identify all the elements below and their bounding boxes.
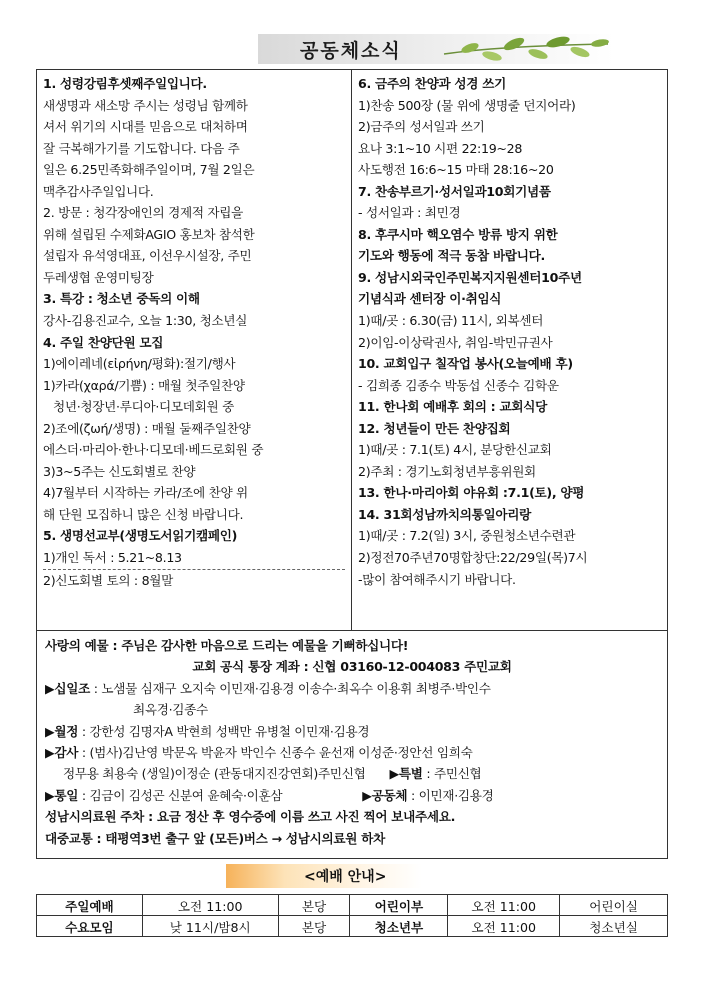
news-line: -많이 참여해주시기 바랍니다. (358, 571, 516, 587)
news-line: 11. 한나회 예배후 회의 : 교회식당 (358, 399, 547, 415)
news-line: 맥추감사주일입니다. (43, 183, 154, 199)
news-line: 해 단원 모집하니 많은 신청 바랍니다. (43, 506, 244, 522)
service-place: 본당 (278, 916, 350, 937)
parking-notice: 성남시의료원 주차 : 요금 정산 후 영수증에 이름 쓰고 사진 찍어 보내주세요. (45, 809, 456, 825)
news-line: - 성서일과 : 최민경 (358, 205, 461, 221)
news-line: 기념식과 센터장 이·취임식 (358, 291, 502, 307)
service-time: 오전 11:00 (448, 895, 560, 916)
service-guide-header (226, 864, 422, 888)
monthly-names: : 강한성 김명자A 박현희 성백만 유병철 이민재·김용경 (78, 723, 370, 739)
news-line: 2)이임-이상락권사, 취임-박민규권사 (358, 334, 553, 350)
monthly-line (45, 721, 659, 742)
news-line: 5. 생명선교부(생명도서읽기캠페인) (43, 528, 238, 544)
service-time: 오전 11:00 (448, 916, 560, 937)
service-time: 오전 11:00 (142, 895, 278, 916)
service-place: 어린이실 (560, 895, 668, 916)
news-box (36, 69, 668, 631)
news-line: 14. 31회성남까치의통일아리랑 (358, 506, 531, 522)
news-line: 8. 후쿠시마 핵오염수 방류 방지 위한 (358, 226, 558, 242)
tithe-names: : 노샘물 심재구 오지숙 이민재·김용경 이송수·최옥수 이용휘 최병주·박인수 (89, 680, 491, 696)
news-line: - 김희종 김종수 박동섭 신종수 김학운 (358, 377, 559, 393)
special-label: ▶특별 (389, 766, 423, 782)
transit-notice: 대중교통 : 태평역3번 출구 앞 (모든)버스 → 성남시의료원 하차 (45, 830, 385, 846)
news-line: 에스더·마리아·한나·디모데·베드로회원 중 (43, 442, 264, 458)
news-line: 1)때/곳 : 7.2(일) 3시, 중원청소년수련관 (358, 528, 576, 544)
thanks-special-line (45, 763, 659, 784)
news-line: 1)찬송 500장 (물 위에 생명줄 던지어라) (358, 97, 576, 113)
service-place: 본당 (278, 895, 350, 916)
news-line: 1)에이레네(εἰρήνη/평화):절기/행사 (43, 356, 236, 372)
news-line: 3)3~5주는 신도회별로 찬양 (43, 463, 196, 479)
news-line: 새생명과 새소망 주시는 성령님 함께하 (43, 97, 248, 113)
community-names: : 이민재·김용경 (407, 787, 494, 803)
news-line: 7. 찬송부르기·성서일과10회기념품 (358, 183, 551, 199)
news-line: 2)금주의 성서일과 쓰기 (358, 119, 485, 135)
service-guide-title: <예배 안내> (304, 869, 387, 885)
table-row (37, 895, 668, 916)
news-line: 두레생협 운영미팅장 (43, 269, 154, 285)
service-name: 어린이부 (350, 895, 448, 916)
news-line: 강사-김용진교수, 오늘 1:30, 청소년실 (43, 313, 248, 329)
news-line: 6. 금주의 찬양과 성경 쓰기 (358, 76, 506, 91)
tithe-names-cont: 최옥경·김종수 (133, 702, 208, 718)
news-line: 2)조에(ζωή/생명) : 매월 둘째주일찬양 (43, 420, 251, 436)
service-place: 청소년실 (560, 916, 668, 937)
thanks-names: : (범사)김난영 박문옥 박윤자 박인수 신종수 윤선재 이성준·정안선 임희숙 (78, 744, 473, 760)
service-name: 청소년부 (350, 916, 448, 937)
news-line: 1. 성령강림후셋째주일입니다. (43, 76, 207, 91)
service-time: 낮 11시/밤8시 (142, 916, 278, 937)
service-schedule-table (36, 894, 668, 937)
offering-intro: 사랑의 예물 : 주님은 감사한 마음으로 드리는 예물을 기뻐하십니다! (45, 638, 409, 653)
news-line: 10. 교회입구 칠작업 봉사(오늘예배 후) (358, 356, 573, 372)
thanks-line (45, 742, 659, 763)
tithe-line (45, 678, 659, 699)
thanks-names-cont: 정무용 최용숙 (생일)이정순 (관동대지진강연회)주민신협 (63, 766, 366, 782)
service-name: 주일예배 (37, 895, 143, 916)
news-line: 1)때/곳 : 7.1(토) 4시, 분당한신교회 (358, 442, 552, 458)
news-line: 셔서 위기의 시대를 믿음으로 대처하며 (43, 119, 248, 135)
news-line: 일은 6.25민족화해주일이며, 7월 2일은 (43, 162, 255, 178)
section-header (258, 34, 614, 64)
news-line: 2)주최 : 경기노회청년부흥위원회 (358, 463, 536, 479)
news-line: 12. 청년들이 만든 찬양집회 (358, 420, 511, 436)
news-line: 잘 극복해가기를 기도합니다. 다음 주 (43, 140, 240, 156)
news-line: 기도와 행동에 적극 동참 바랍니다. (358, 248, 545, 264)
news-line: 9. 성남시외국인주민복지지원센터10주년 (358, 269, 582, 285)
news-line: 청년·청장년·루디아·디모데회원 중 (53, 399, 234, 415)
news-line: 1)때/곳 : 6.30(금) 11시, 외복센터 (358, 313, 544, 329)
page-title: 공동체소식 (300, 40, 402, 62)
news-left-column (37, 70, 352, 630)
tithe-label: ▶십일조 (45, 680, 90, 696)
news-line: 2)신도회별 토의 : 8월말 (43, 569, 345, 592)
bank-account: 교회 공식 통장 계좌 : 신협 03160-12-004083 주민교회 (192, 659, 512, 675)
news-line: 요나 3:1~10 시편 22:19~28 (358, 140, 523, 156)
news-line: 2)정전70주년70명합창단:22/29일(목)7시 (358, 550, 588, 566)
service-name: 수요모임 (37, 916, 143, 937)
news-line: 설립자 유석영대표, 이선우시설장, 주민 (43, 248, 252, 264)
news-line: 1)카라(χαρά/기쁨) : 매월 첫주일찬양 (43, 377, 245, 393)
unity-community-line (45, 785, 659, 806)
news-line: 4. 주일 찬양단원 모집 (43, 334, 164, 350)
special-names: : 주민신협 (422, 766, 482, 782)
news-line: 사도행전 16:6~15 마태 28:16~20 (358, 162, 554, 178)
news-line: 2. 방문 : 청각장애인의 경제적 자립을 (43, 205, 243, 221)
unity-label: ▶통일 (45, 787, 79, 803)
thanks-label: ▶감사 (45, 744, 79, 760)
unity-names: : 김금이 김성곤 신분여 윤혜숙·이훈삼 (78, 787, 283, 803)
news-line: 위해 설립된 수제화AGIO 홍보차 참석한 (43, 226, 255, 242)
leaf-branch-icon (440, 34, 612, 64)
table-row (37, 916, 668, 937)
offering-section (36, 631, 668, 859)
community-label: ▶공동체 (362, 787, 408, 803)
news-line: 13. 한나·마리아회 야유회 :7.1(토), 양평 (358, 485, 585, 501)
monthly-label: ▶월정 (45, 723, 79, 739)
news-line: 3. 특강 : 청소년 중독의 이해 (43, 291, 200, 307)
news-line: 1)개인 독서 : 5.21~8.13 (43, 550, 182, 566)
news-line: 4)7월부터 시작하는 카라/조에 찬양 위 (43, 485, 248, 501)
news-right-column (352, 70, 667, 630)
